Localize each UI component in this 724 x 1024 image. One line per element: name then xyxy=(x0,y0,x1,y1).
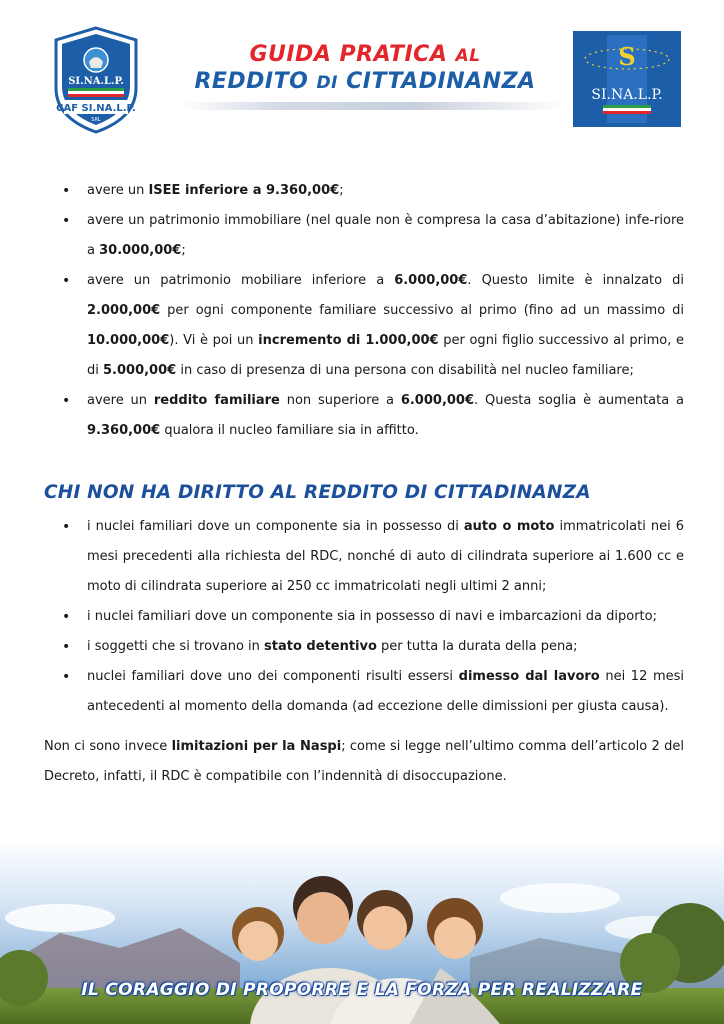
bold-text: incremento di 1.000,00€ xyxy=(258,333,439,348)
closing-paragraph xyxy=(44,732,684,792)
text-run: non superiore a xyxy=(279,393,401,408)
svg-text:SRL: SRL xyxy=(91,117,101,123)
exclusions-list xyxy=(44,512,684,722)
text-run: i nuclei familiari dove un componente sia in possesso di xyxy=(87,519,464,534)
text-run: nuclei familiari dove uno dei componenti risulti essersi xyxy=(87,669,459,684)
title-line2-small: DI xyxy=(316,73,338,93)
exclusion-item xyxy=(44,602,684,632)
text-run: ; xyxy=(339,183,344,198)
text-run: avere un patrimonio immobiliare (nel quale non è compresa la casa d’abitazione) infe-riore a xyxy=(87,213,684,258)
text-run: ; come si legge nell’ultimo comma dell’articolo 2 del Decreto, infatti, il RDC è compatibile con l’indennità di disoccupazione. xyxy=(44,739,684,784)
svg-text:SI.NA.L.P.: SI.NA.L.P. xyxy=(591,87,663,103)
sinalp-logo xyxy=(573,31,681,127)
caf-sinalp-logo xyxy=(52,26,140,134)
bold-text: 5.000,00€ xyxy=(103,363,177,378)
text-run: Non ci sono invece xyxy=(44,739,172,754)
title-line1-main: GUIDA PRATICA xyxy=(249,42,448,67)
text-run: avere un xyxy=(87,393,154,408)
page-header xyxy=(0,0,724,150)
bold-text: 30.000,00€ xyxy=(99,243,182,258)
text-run: . Questa soglia è aumentata a xyxy=(474,393,684,408)
document-title xyxy=(170,42,560,94)
bold-text: 2.000,00€ xyxy=(87,303,161,318)
text-run: nei 12 mesi antecedenti al momento della domanda (ad eccezione delle dimissioni per giusta causa). xyxy=(87,669,685,714)
text-run: avere un patrimonio mobiliare inferiore a xyxy=(87,273,395,288)
title-line1-small: AL xyxy=(455,46,481,66)
exclusions-section xyxy=(44,512,684,722)
text-run: ). Vi è poi un xyxy=(169,333,259,348)
bold-text: reddito familiare xyxy=(153,393,280,408)
requirement-item xyxy=(44,386,684,446)
bold-text: limitazioni per la Naspi xyxy=(171,739,342,754)
text-run: avere un xyxy=(87,183,149,198)
bold-text: 9.360,00€ xyxy=(87,423,161,438)
text-run: i nuclei familiari dove un componente sia in possesso di navi e imbarcazioni da diporto; xyxy=(87,609,657,624)
requirements-section xyxy=(44,176,684,446)
bold-text: 10.000,00€ xyxy=(87,333,170,348)
requirement-item xyxy=(44,266,684,386)
text-run: immatricolati nei 6 mesi precedenti alla richiesta del RDC, nonché di auto di cilindrata superiore ai 1.600 cc e moto di cilindrata superiore ai 250 cc immatricolati negli ultimi 2 anni; xyxy=(87,519,684,594)
bold-text: stato detentivo xyxy=(264,639,377,654)
title-line2-b: CITTADINANZA xyxy=(346,69,536,94)
exclusion-item xyxy=(44,632,684,662)
exclusion-item xyxy=(44,662,684,722)
text-run: ; xyxy=(181,243,186,258)
title-line2-a: REDDITO xyxy=(194,69,309,94)
bold-text: auto o moto xyxy=(463,519,555,534)
title-underline xyxy=(180,102,565,110)
text-run: per ogni componente familiare successivo al primo (fino ad un massimo di xyxy=(160,303,684,318)
section-title: CHI NON HA DIRITTO AL REDDITO DI CITTADINANZA xyxy=(44,482,591,503)
text-run: i soggetti che si trovano in xyxy=(87,639,265,654)
exclusion-item xyxy=(44,512,684,602)
bold-text: 6.000,00€ xyxy=(394,273,468,288)
text-run: per tutta la durata della pena; xyxy=(376,639,578,654)
bold-text: 6.000,00€ xyxy=(400,393,475,408)
bold-text: dimesso dal lavoro xyxy=(458,669,600,684)
requirement-item xyxy=(44,176,684,206)
text-run: . Questo limite è innalzato di xyxy=(467,273,684,288)
text-run: per ogni figlio successivo al primo, e di xyxy=(87,333,684,378)
text-run: in caso di presenza di una persona con disabilità nel nucleo familiare; xyxy=(176,363,634,378)
svg-text:SI.NA.L.P.: SI.NA.L.P. xyxy=(68,76,124,87)
svg-text:CAF SI.NA.L.P.: CAF SI.NA.L.P. xyxy=(56,103,136,114)
svg-text:S: S xyxy=(618,42,636,71)
text-run: qualora il nucleo familiare sia in affitto. xyxy=(160,423,419,438)
requirements-list xyxy=(44,176,684,446)
bold-text: ISEE inferiore a 9.360,00€ xyxy=(148,183,340,198)
requirement-item xyxy=(44,206,684,266)
footer-slogan: IL CORAGGIO DI PROPORRE E LA FORZA PER REALIZZARE xyxy=(81,980,643,1000)
